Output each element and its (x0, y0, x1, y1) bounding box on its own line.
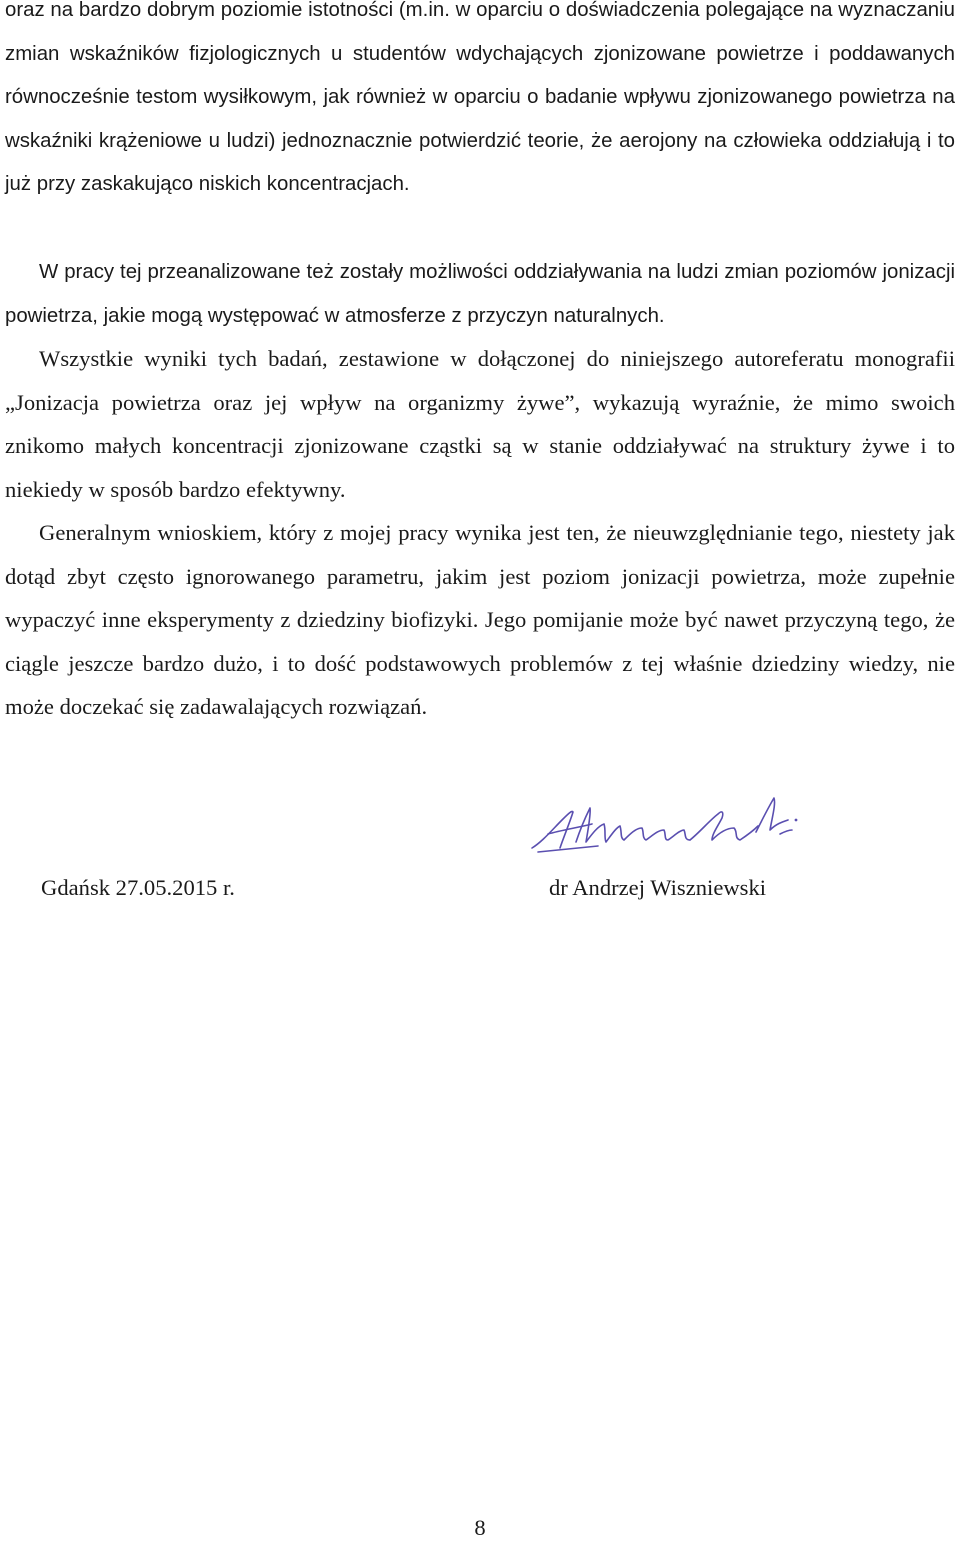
signer-name: dr Andrzej Wiszniewski (549, 875, 767, 900)
handwritten-signature (518, 790, 808, 860)
paragraph-continuation: oraz na bardzo dobrym poziomie istotności (m.in. w oparciu o doświadczenia polegające na wyznaczaniu zmian wskaźników fizjologicznych u studentów wdychających zjonizowane powietrze i poddawanych równocześnie testom wysiłkowym, jak również w oparciu o badanie wpływu zjonizowanego powietrza na wskaźniki krążeniowe u ludzi) jednoznacznie potwierdzić teorie, że aerojony na człowieka oddziałują i to już przy zaskakująco niskich koncentracjach. (5, 0, 955, 195)
paragraph-conclusion: Generalnym wnioskiem, który z mojej pracy wynika jest ten, że nieuwzględnianie tego, niestety jak dotąd zbyt często ignorowanego parametru, jakim jest poziom jonizacji powietrza, może zupełnie wypaczyć inne eksperymenty z dziedziny biofizyki. Jego pomijanie może być nawet przyczyną tego, że ciągle jeszcze bardzo dużo, i to dość podstawowych problemów z tej właśnie dziedziny wiedzy, nie może doczekać się zadawalających rozwiązań. (5, 520, 955, 719)
paragraph-results-summary: Wszystkie wyniki tych badań, zestawione w dołączonej do niniejszego autoreferatu monografii „Jonizacja powietrza oraz jej wpływ na organizmy żywe”, wykazują wyraźnie, że mimo swoich znikomo małych koncentracji zjonizowane cząstki są w stanie oddziaływać na struktury żywe i to niekiedy w sposób bardzo efektywny. (5, 346, 955, 502)
page-number: 8 (474, 1515, 486, 1540)
paragraph-ionization-levels: W pracy tej przeanalizowane też zostały możliwości oddziaływania na ludzi zmian poziomów jonizacji powietrza, jakie mogą występować w atmosferze z przyczyn naturalnych. (5, 261, 955, 327)
place-and-date: Gdańsk 27.05.2015 r. (41, 875, 235, 900)
